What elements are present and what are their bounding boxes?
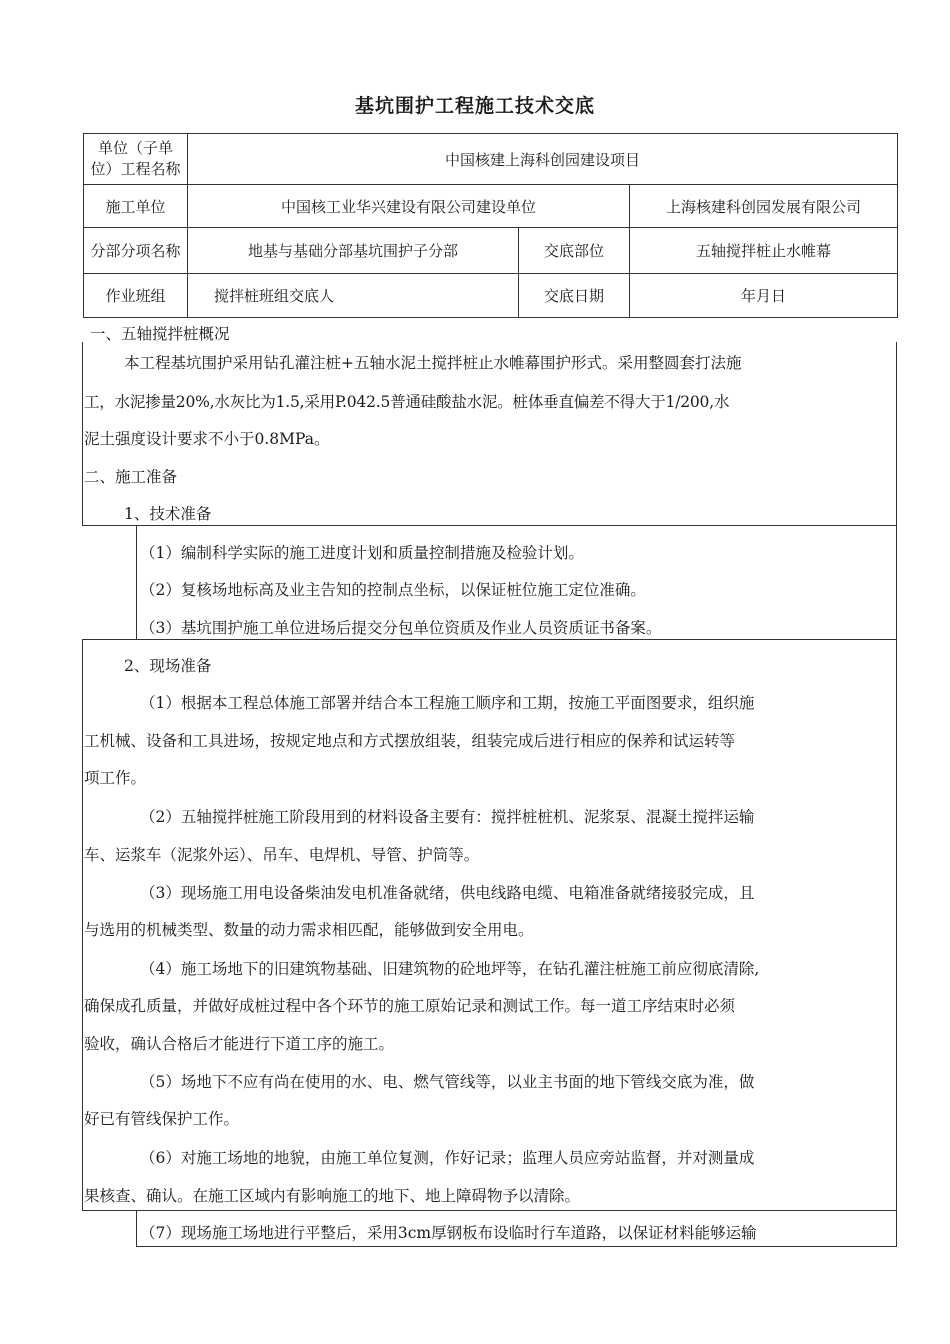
overview-line: 工，水泥掺量20%,水灰比为1.5,采用P.042.5普通硅酸盐水泥。桩体垂直偏差不得大于1/200,水 bbox=[84, 393, 730, 411]
tech-prep-item: （2）复核场地标高及业主告知的控制点坐标，以保证桩位施工定位准确。 bbox=[140, 581, 646, 599]
overview-line: 泥土强度设计要求不小于0.8MPa。 bbox=[84, 430, 330, 448]
frame-bottom-last bbox=[136, 1246, 897, 1247]
document-title: 基坑围护工程施工技术交底 bbox=[354, 95, 595, 117]
site-prep-line: 与选用的机械类型、数量的动力需求相匹配，能够做到安全用电。 bbox=[84, 921, 534, 939]
frame-left-low bbox=[82, 639, 83, 1211]
frame-left-mid bbox=[136, 525, 137, 639]
site-prep-line: 工机械、设备和工具进场，按规定地点和方式摆放组装，组装完成后进行相应的保养和试运转等 bbox=[84, 732, 736, 750]
frame-right-top bbox=[896, 342, 897, 526]
section-heading-2: 二、施工准备 bbox=[84, 468, 178, 486]
section-heading-1: 一、五轴搅拌桩概况 bbox=[90, 325, 230, 343]
site-prep-line: 项工作。 bbox=[84, 769, 147, 787]
subproject-label: 分部分项名称 bbox=[84, 228, 188, 274]
unit-value: 中国核建上海科创园建设项目 bbox=[188, 134, 898, 185]
handover-part-value: 五轴搅拌桩止水帷幕 bbox=[630, 228, 898, 274]
frame-left-top bbox=[82, 342, 83, 526]
frame-bottom-mid bbox=[82, 639, 897, 640]
tech-prep-item: （3）基坑围护施工单位进场后提交分包单位资质及作业人员资质证书备案。 bbox=[140, 619, 662, 637]
overview-line: 本工程基坑围护采用钻孔灌注桩+五轴水泥土搅拌桩止水帷幕围护形式。采用整圆套打法施 bbox=[124, 354, 742, 372]
subproject-value: 地基与基础分部基坑围护子分部 bbox=[188, 228, 519, 274]
frame-left-last bbox=[136, 1210, 137, 1247]
builder-value: 上海核建科创园发展有限公司 bbox=[630, 185, 898, 228]
tech-prep-item: （1）编制科学实际的施工进度计划和质量控制措施及检验计划。 bbox=[140, 544, 584, 562]
site-prep-line: 确保成孔质量，并做好成桩过程中各个环节的施工原始记录和测试工作。每一道工序结束时必须 bbox=[84, 997, 736, 1015]
site-prep-line: （2）五轴搅拌桩施工阶段用到的材料设备主要有：搅拌桩桩机、泥浆泵、混凝土搅拌运输 bbox=[140, 808, 755, 826]
subheading-site-prep: 2、现场准备 bbox=[124, 657, 212, 675]
site-prep-line: 果核查、确认。在施工区域内有影响施工的地下、地上障碍物予以清除。 bbox=[84, 1187, 581, 1205]
subheading-tech-prep: 1、技术准备 bbox=[124, 505, 212, 523]
site-prep-line: （6）对施工场地的地貌，由施工单位复测，作好记录；监理人员应旁站监督，并对测量成 bbox=[140, 1149, 755, 1167]
site-prep-line: （4）施工场地下的旧建筑物基础、旧建筑物的砼地坪等，在钻孔灌注桩施工前应彻底清除, bbox=[140, 960, 760, 978]
frame-bottom-low bbox=[82, 1210, 897, 1211]
site-prep-line: 好已有管线保护工作。 bbox=[84, 1110, 240, 1128]
site-prep-line: 车、运浆车（泥浆外运）、吊车、电焊机、导管、护筒等。 bbox=[84, 846, 480, 864]
site-prep-line: （7）现场施工场地进行平整后，采用3cm厚钢板布设临时行车道路，以保证材料能够运输 bbox=[140, 1224, 757, 1242]
site-prep-line: （1）根据本工程总体施工部署并结合本工程施工顺序和工期，按施工平面图要求，组织施 bbox=[140, 694, 755, 712]
frame-right-mid bbox=[896, 525, 897, 639]
info-table bbox=[83, 133, 898, 318]
team-label: 作业班组 bbox=[84, 274, 188, 318]
handover-date-value: 年月日 bbox=[630, 274, 898, 318]
site-prep-line: 验收，确认合格后才能进行下道工序的施工。 bbox=[84, 1035, 395, 1053]
frame-right-low bbox=[896, 639, 897, 1247]
handover-date-label: 交底日期 bbox=[519, 274, 630, 318]
team-value: 搅拌桩班组交底人 bbox=[188, 274, 519, 318]
constructor-value: 中国核工业华兴建设有限公司建设单位 bbox=[188, 185, 630, 228]
unit-label: 单位（子单位）工程名称 bbox=[84, 134, 188, 185]
constructor-label: 施工单位 bbox=[84, 185, 188, 228]
frame-bottom-top bbox=[82, 525, 897, 526]
site-prep-line: （3）现场施工用电设备柴油发电机准备就绪，供电线路电缆、电箱准备就绪接驳完成，且 bbox=[140, 884, 755, 902]
handover-part-label: 交底部位 bbox=[519, 228, 630, 274]
site-prep-line: （5）场地下不应有尚在使用的水、电、燃气管线等，以业主书面的地下管线交底为准，做 bbox=[140, 1073, 755, 1091]
